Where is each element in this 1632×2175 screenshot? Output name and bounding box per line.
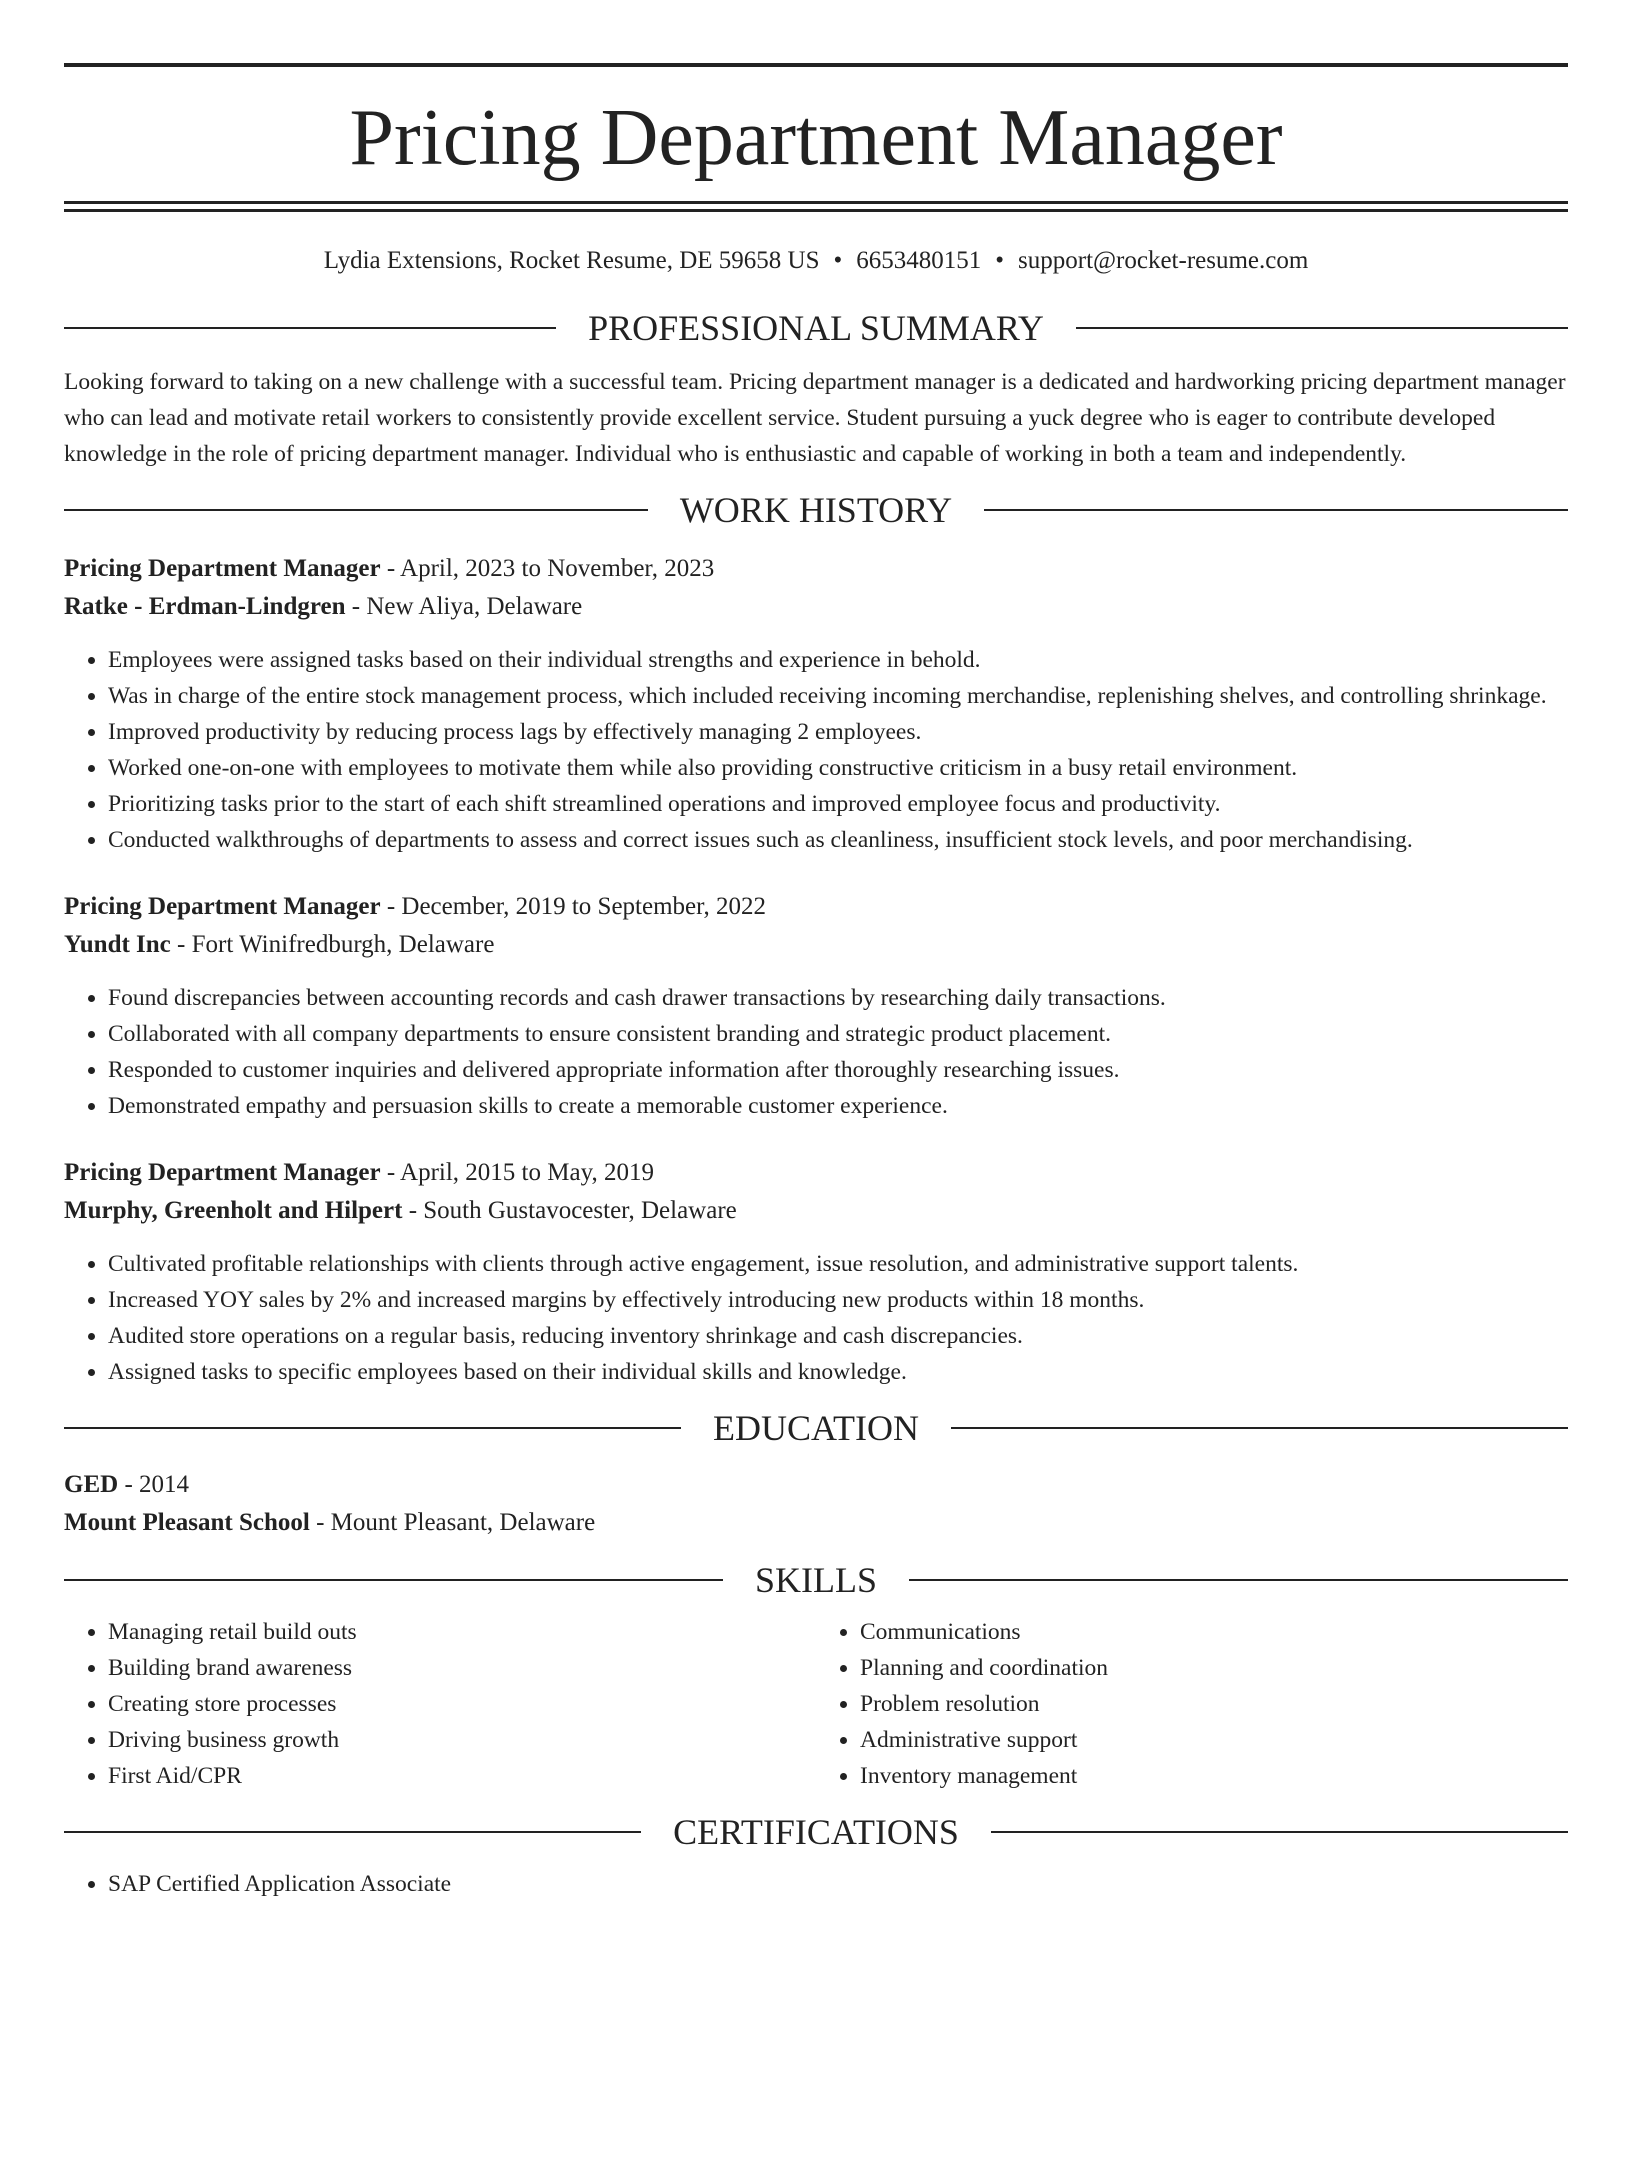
- job-title: Pricing Department Manager: [64, 893, 381, 920]
- heading-rule: [64, 1579, 723, 1581]
- education-location: - Mount Pleasant, Delaware: [309, 1509, 596, 1536]
- list-item: • Collaborated with all company departments to ensure consistent branding and strategic product placement.: [108, 1016, 1568, 1052]
- job-company: Yundt Inc: [64, 931, 171, 958]
- list-item: • Increased YOY sales by 2% and increased margins by effectively introducing new products within 18 months.: [108, 1282, 1568, 1318]
- list-item: • Driving business growth: [108, 1722, 816, 1758]
- education-school: Mount Pleasant School: [64, 1509, 310, 1536]
- list-item: • Planning and coordination: [860, 1650, 1568, 1686]
- job-entry: [64, 888, 1568, 1124]
- job-bullets: [64, 980, 1568, 1124]
- education-school-line: [64, 1504, 1568, 1542]
- job-title: Pricing Department Manager: [64, 555, 381, 582]
- job-company: Ratke - Erdman-Lindgren: [64, 593, 346, 620]
- heading-rule: [991, 1831, 1568, 1833]
- job-entry: [64, 550, 1568, 858]
- heading-rule: [64, 1427, 681, 1429]
- list-item: • Administrative support: [860, 1722, 1568, 1758]
- contact-separator: •: [833, 247, 843, 274]
- section-title-work: WORK HISTORY: [679, 490, 953, 530]
- education-year: - 2014: [118, 1471, 190, 1498]
- contact-separator: •: [995, 247, 1005, 274]
- resume-title: Pricing Department Manager: [349, 94, 1283, 182]
- job-entry: [64, 1154, 1568, 1390]
- list-item: • Worked one-on-one with employees to motivate them while also providing constructive criticism in a busy retail environment.: [108, 750, 1568, 786]
- summary-text: Looking forward to taking on a new challenge with a successful team. Pricing department manager is a dedicated and hardworking pricing department manager who can lead and motivate retail workers to consistently provide excellent service. Student pursuing a yuck degree who is eager to contribute developed knowledge in the role of pricing department manager. Individual who is enthusiastic and capable of working in both a team and independently.: [64, 369, 1566, 467]
- resume-page: [0, 63, 1632, 2175]
- education-degree: GED: [64, 1471, 119, 1498]
- section-heading-certifications: [64, 1810, 1568, 1854]
- heading-rule: [64, 1831, 641, 1833]
- section-heading-skills: [64, 1558, 1568, 1602]
- certifications-list: [64, 1866, 1568, 1902]
- job-location: - Fort Winifredburgh, Delaware: [170, 931, 495, 958]
- job-dates: - April, 2023 to November, 2023: [380, 555, 715, 582]
- section-title-summary: PROFESSIONAL SUMMARY: [588, 308, 1044, 348]
- heading-rule: [64, 327, 556, 329]
- list-item: • SAP Certified Application Associate: [108, 1866, 1568, 1902]
- list-item: • Managing retail build outs: [108, 1614, 816, 1650]
- list-item: • Employees were assigned tasks based on their individual strengths and experience in behold.: [108, 642, 1568, 678]
- contact-address: Lydia Extensions, Rocket Resume, DE 59658 US: [323, 247, 820, 274]
- section-heading-education: [64, 1406, 1568, 1450]
- list-item: • Cultivated profitable relationships with clients through active engagement, issue resolution, and administrative support talents.: [108, 1246, 1568, 1282]
- contact-line: [64, 246, 1568, 276]
- list-item: • Conducted walkthroughs of departments to assess and correct issues such as cleanliness, insufficient stock levels, and poor merchandising.: [108, 822, 1568, 858]
- education-entry: [64, 1466, 1568, 1542]
- list-item: • First Aid/CPR: [108, 1758, 816, 1794]
- section-heading-work: [64, 488, 1568, 532]
- list-item: • Responded to customer inquiries and delivered appropriate information after thoroughly researching issues.: [108, 1052, 1568, 1088]
- list-item: • Prioritizing tasks prior to the start of each shift streamlined operations and improved employee focus and productivity.: [108, 786, 1568, 822]
- list-item: • Communications: [860, 1614, 1568, 1650]
- job-title: Pricing Department Manager: [64, 1159, 381, 1186]
- list-item: • Found discrepancies between accounting records and cash drawer transactions by researching daily transactions.: [108, 980, 1568, 1016]
- list-item: • Problem resolution: [860, 1686, 1568, 1722]
- job-location: - South Gustavocester, Delaware: [402, 1197, 737, 1224]
- section-title-education: EDUCATION: [713, 1408, 919, 1448]
- skills-list: [64, 1614, 1568, 1794]
- job-company: Murphy, Greenholt and Hilpert: [64, 1197, 403, 1224]
- job-dates: - December, 2019 to September, 2022: [380, 893, 766, 920]
- heading-rule: [1076, 327, 1568, 329]
- job-location: - New Aliya, Delaware: [345, 593, 583, 620]
- job-title-line: [64, 888, 1568, 926]
- list-item: • Demonstrated empathy and persuasion skills to create a memorable customer experience.: [108, 1088, 1568, 1124]
- skills-column-left: [64, 1614, 816, 1794]
- job-company-line: [64, 588, 1568, 626]
- list-item: • Was in charge of the entire stock management process, which included receiving incoming merchandise, replenishing shelves, and controlling shrinkage.: [108, 678, 1568, 714]
- section-title-skills: SKILLS: [755, 1560, 878, 1600]
- job-bullets: [64, 1246, 1568, 1390]
- job-dates: - April, 2015 to May, 2019: [380, 1159, 654, 1186]
- title-double-rule: [64, 201, 1568, 212]
- job-company-line: [64, 1192, 1568, 1230]
- section-heading-summary: [64, 306, 1568, 350]
- list-item: • Creating store processes: [108, 1686, 816, 1722]
- contact-phone: 6653480151: [856, 247, 982, 274]
- heading-rule: [984, 509, 1568, 511]
- list-item: • Inventory management: [860, 1758, 1568, 1794]
- job-bullets: [64, 642, 1568, 858]
- list-item: • Assigned tasks to specific employees based on their individual skills and knowledge.: [108, 1354, 1568, 1390]
- job-title-line: [64, 550, 1568, 588]
- heading-rule: [64, 509, 648, 511]
- list-item: • Audited store operations on a regular basis, reducing inventory shrinkage and cash discrepancies.: [108, 1318, 1568, 1354]
- list-item: • Building brand awareness: [108, 1650, 816, 1686]
- heading-rule: [909, 1579, 1568, 1581]
- job-title-line: [64, 1154, 1568, 1192]
- heading-rule: [951, 1427, 1568, 1429]
- list-item: • Improved productivity by reducing process lags by effectively managing 2 employees.: [108, 714, 1568, 750]
- job-company-line: [64, 926, 1568, 964]
- section-title-certifications: CERTIFICATIONS: [673, 1812, 959, 1852]
- contact-email: support@rocket-resume.com: [1018, 247, 1309, 274]
- skills-column-right: [816, 1614, 1568, 1794]
- education-degree-line: [64, 1466, 1568, 1504]
